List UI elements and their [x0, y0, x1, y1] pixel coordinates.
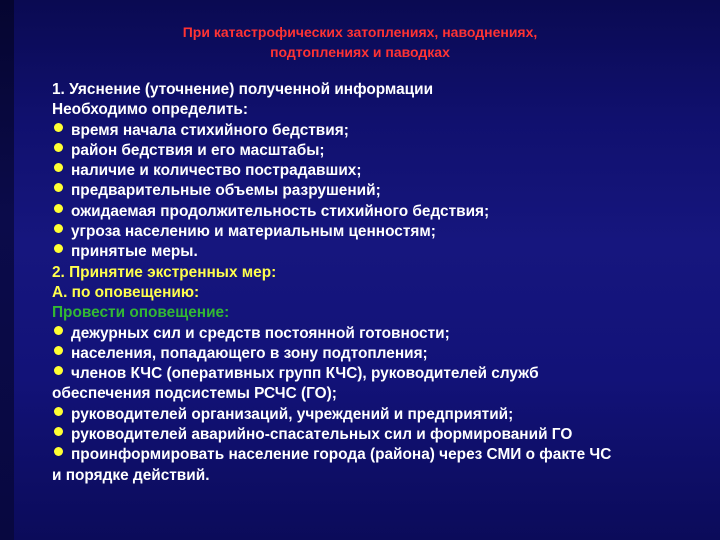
- list-item-continuation: обеспечения подсистемы РСЧС (ГО);: [52, 385, 337, 403]
- section-2-heading: 2. Принятие экстренных мер:: [52, 263, 277, 281]
- list-item: [52, 181, 712, 201]
- bullet-icon: [54, 366, 63, 375]
- list-item-text: руководителей организаций, учреждений и предприятий;: [71, 405, 514, 423]
- list-item-text: угроза населению и материальным ценностям;: [71, 223, 436, 241]
- bullet-icon: [54, 447, 63, 456]
- list-item-continuation: и порядке действий.: [52, 466, 210, 484]
- list-item-text: руководителей аварийно-спасательных сил и формирований ГО: [71, 426, 573, 444]
- slide-title: [80, 22, 640, 62]
- slide-body: [52, 80, 712, 486]
- list-item: [52, 425, 712, 445]
- list-item-text: членов КЧС (оперативных групп КЧС), руководителей служб: [71, 365, 539, 383]
- bullet-icon: [54, 244, 63, 253]
- list-item: [52, 161, 712, 181]
- list-item: [52, 344, 712, 364]
- bullet-icon: [54, 326, 63, 335]
- list-item: [52, 364, 712, 384]
- section-1-heading: 1. Уяснение (уточнение) полученной информации: [52, 81, 434, 98]
- bullet-icon: [54, 407, 63, 416]
- bullet-icon: [54, 143, 63, 152]
- list-item-text: район бедствия и его масштабы;: [71, 141, 325, 159]
- list-item-text: время начала стихийного бедствия;: [71, 121, 349, 139]
- list-item: [52, 222, 712, 242]
- section-2-note: Провести оповещение:: [52, 304, 230, 322]
- bullet-icon: [54, 346, 63, 355]
- list-item: [52, 242, 712, 262]
- list-item-text: принятые меры.: [71, 243, 198, 261]
- bullet-icon: [54, 163, 63, 172]
- bullet-icon: [54, 204, 63, 213]
- list-item: [52, 202, 712, 222]
- title-line-1: При катастрофических затоплениях, наводнениях,: [182, 24, 538, 40]
- list-item: [52, 405, 712, 425]
- slide-edge-band: [0, 0, 14, 540]
- section-2a-heading: А. по оповещению:: [52, 283, 200, 301]
- bullet-icon: [54, 183, 63, 192]
- list-item: [52, 324, 712, 344]
- list-item-text: ожидаемая продолжительность стихийного бедствия;: [71, 202, 490, 220]
- list-item-text: предварительные объемы разрушений;: [71, 182, 381, 200]
- list-item: [52, 445, 712, 465]
- list-item-text: дежурных сил и средств постоянной готовности;: [71, 324, 450, 342]
- bullet-icon: [54, 123, 63, 132]
- list-item-text: населения, попадающего в зону подтопления;: [71, 344, 428, 362]
- list-item: [52, 121, 712, 141]
- bullet-icon: [54, 427, 63, 436]
- list-item-text: наличие и количество пострадавших;: [71, 162, 362, 180]
- list-item: [52, 141, 712, 161]
- section-1-intro: Необходимо определить:: [52, 101, 249, 119]
- list-item-text: проинформировать население города (района) через СМИ о факте ЧС: [71, 446, 612, 464]
- title-line-2: подтоплениях и паводках: [270, 44, 450, 60]
- bullet-icon: [54, 224, 63, 233]
